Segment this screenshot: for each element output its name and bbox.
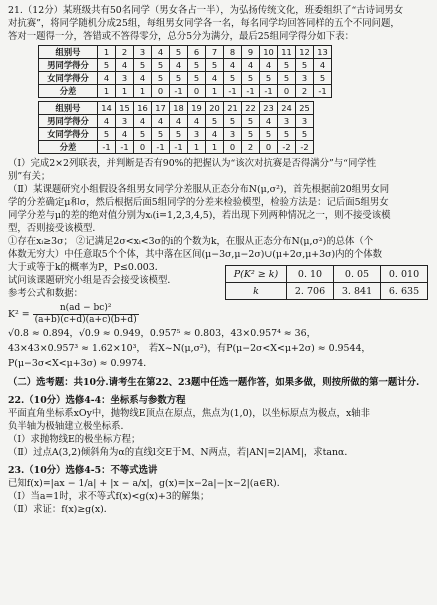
crit-cell: 3. 841 [334,283,381,300]
data-line1: √0.8 ≈ 0.894，√0.9 ≈ 0.949，0.957⁵ ≈ 0.803，43×0.957⁴ ≈ 36， [8,328,316,339]
score-cell: 4 [206,72,224,85]
q22-title: 22.（10分）选修4-4：坐标系与参数方程 [8,395,186,406]
score-cell: 16 [134,102,152,115]
score-cell: 18 [170,102,188,115]
score-row-label: 分差 [39,141,98,154]
score-cell: 0 [278,85,296,98]
data-line3: P(μ−3σ<X<μ+3σ) ≈ 0.9974． [8,358,153,369]
score-cell: 1 [98,46,116,59]
score-table-row [39,128,332,141]
k2-denominator: (a+b)(c+d)(a+c)(b+d) [34,315,137,325]
score-cell: -1 [314,85,332,98]
score-cell: -2 [296,141,314,154]
score-cell: 5 [296,59,314,72]
score-cell: 4 [152,46,170,59]
q21-condition-line1: ①存在xᵢ≥3σ； ②记满足2σ<xᵢ<3σ的i的个数为k，在服从正态分布N(μ,σ²)的总体（个 [8,236,374,247]
score-cell: 17 [152,102,170,115]
crit-label-k: k [226,283,287,300]
data-line2: 43×43×0.957³ ≈ 1.62×10³， 若X~N(μ,σ²)，有P(μ−2σ<X<μ+2σ) ≈ 0.9544， [8,343,371,354]
q23-title: 23.（10分）选修4-5：不等式选讲 [8,465,158,476]
score-cell: 4 [134,72,152,85]
reference-left [8,261,213,326]
score-row-label: 女同学得分 [39,128,98,141]
score-cell: 0 [152,85,170,98]
score-cell: 23 [260,102,278,115]
score-cell: 3 [296,72,314,85]
k2-lhs: K² = [8,309,30,320]
q23-part1: （Ⅰ）当a=1时，求不等式f(x)<g(x)+3的解集； [8,491,210,502]
score-row-label: 组别号 [39,102,98,115]
q21-part1-line2: 别”有关； [8,171,51,182]
q21-intro-line3: 答对一题得一分，答错或不答得零分，总分5分为满分，最后25组同学得分如下表： [8,31,355,42]
reference-label: 参考公式和数据： [8,288,84,299]
score-cell: 4 [170,115,188,128]
score-cell: 0 [188,85,206,98]
score-cell: 10 [260,46,278,59]
score-cell: 7 [206,46,224,59]
score-cell: -1 [224,85,242,98]
score-cell: 19 [188,102,206,115]
score-table-row [39,141,332,154]
crit-label-probability: P(K² ≥ k) [226,266,287,283]
score-cell: 20 [206,102,224,115]
score-cell: 21 [224,102,242,115]
q22-line1: 平面直角坐标系xOy中，抛物线E顶点在原点，焦点为(1,0)，以坐标原点为极点，x轴非 [8,408,371,419]
score-cell: 14 [98,102,116,115]
score-cell: 1 [206,141,224,154]
score-cell: 3 [134,46,152,59]
crit-cell: 0. 10 [287,266,334,283]
score-cell: -1 [170,85,188,98]
score-cell: 5 [152,72,170,85]
score-table-row [39,115,332,128]
crit-cell: 2. 706 [287,283,334,300]
score-cell: 2 [296,85,314,98]
score-cell: 5 [152,59,170,72]
score-cell: 5 [206,59,224,72]
score-cell: 3 [224,128,242,141]
score-cell: 4 [170,59,188,72]
crit-cell: 0. 05 [334,266,381,283]
q21-intro-line1: 21.（12分）某班级共有50名同学（男女各占一半），为弘扬传统文化，班委组织了“古诗词男女 [8,5,404,16]
score-cell: 5 [296,128,314,141]
q21-intro-line2: 对抗赛”，将同学随机分成25组，每组男女同学各一名，每名同学均回答同样的五个不同问题， [8,18,400,29]
q21-part2-line1: （Ⅱ）某课题研究小组假设各组男女同学分差服从正态分布N(μ,σ²)，首先根据前20组男女同 [8,184,390,195]
score-cell: 4 [242,59,260,72]
q22-part1: （Ⅰ）求抛物线E的极坐标方程； [8,434,141,445]
crit-row-k [226,283,428,300]
score-cell: 5 [98,128,116,141]
score-cell: 5 [224,72,242,85]
score-cell: 1 [188,141,206,154]
score-cell: 5 [314,72,332,85]
score-cell: 4 [188,115,206,128]
score-cell: 5 [224,115,242,128]
score-cell: 6 [188,46,206,59]
score-cell: 3 [188,128,206,141]
score-cell: 5 [206,115,224,128]
score-table-row [39,85,332,98]
score-cell: 5 [134,59,152,72]
score-cell: 15 [116,102,134,115]
k2-formula [8,303,213,326]
score-cell: 5 [170,72,188,85]
score-row-label: 组别号 [39,46,98,59]
score-table-row [39,102,332,115]
score-cell: 9 [242,46,260,59]
score-cell: -1 [170,141,188,154]
section2-heading: （二）选考题：共10分.请考生在第22、23题中任选一题作答，如果多做，则按所做的第一题计分. [8,377,420,388]
score-cell: 5 [134,128,152,141]
q21-condition-line3: 大于或等于k的概率为P，P≤0.003． [8,262,165,273]
score-row-label: 女同学得分 [39,72,98,85]
q23-part2: （Ⅱ）求证：f(x)≥g(x)． [8,504,114,515]
score-cell: -1 [98,141,116,154]
score-cell: 4 [224,59,242,72]
score-cell: 5 [278,72,296,85]
crit-cell: 0. 010 [381,266,428,283]
score-table-row [39,59,332,72]
score-cell: 4 [260,115,278,128]
score-cell: 25 [296,102,314,115]
score-cell: 4 [260,59,278,72]
score-cell: 1 [116,85,134,98]
score-cell: 4 [116,128,134,141]
score-cell: 1 [98,85,116,98]
score-cell: -1 [116,141,134,154]
score-cell: 5 [260,128,278,141]
q21-question: 试问该课题研究小组是否会接受该模型． [8,275,177,286]
score-cell: 2 [116,46,134,59]
score-cell: 3 [116,115,134,128]
score-cell: 5 [242,72,260,85]
score-cell: 4 [314,59,332,72]
q21-condition-line2: 体数无穷大）中任意取5个个体，其中落在区间(μ−3σ,μ−2σ)∪(μ+2σ,μ+3σ)内的个体数 [8,249,383,260]
score-cell: 5 [188,59,206,72]
q21-part1-line1: （Ⅰ）完成2×2列联表，并判断是否有90%的把握认为“该次对抗赛是否得满分”与“同学性 [8,158,377,169]
score-table-row [39,72,332,85]
reference-block [8,261,431,326]
score-cell: 3 [296,115,314,128]
score-cell: 2 [242,141,260,154]
score-row-label: 分差 [39,85,98,98]
score-cell: 4 [98,72,116,85]
q22-part2: （Ⅱ）过点A(3,2)倾斜角为α的直线l交E于M、N两点，若|AN|=2|AM|，求tanα． [8,447,354,458]
score-cell: 22 [242,102,260,115]
score-cell: 0 [134,141,152,154]
q23-line1: 已知f(x)=|ax − 1/a| + |x − a/x|，g(x)=|x−2a|−|x−2|(a∈R)． [8,478,287,489]
score-cell: -1 [152,141,170,154]
score-cell: 4 [116,59,134,72]
score-cell: 3 [278,115,296,128]
crit-row-probability [226,266,428,283]
score-cell: -1 [242,85,260,98]
score-cell: 1 [206,85,224,98]
crit-cell: 6. 635 [381,283,428,300]
score-cell: 0 [224,141,242,154]
score-table-row [39,46,332,59]
score-cell: 4 [206,128,224,141]
q22-line2: 负半轴为极轴建立极坐标系． [8,421,130,432]
score-cell: 5 [188,72,206,85]
score-cell: 5 [278,128,296,141]
score-cell: 5 [260,72,278,85]
score-cell: -2 [278,141,296,154]
score-table [38,45,332,154]
q21-part2-line2: 学的分差确定μ和σ，然后根据后面5组同学的分差来检验模型，检验方法是：记后面5组男女 [8,197,389,208]
score-cell: 0 [260,141,278,154]
score-row-label: 男同学得分 [39,115,98,128]
score-cell: 4 [152,115,170,128]
score-cell: 8 [224,46,242,59]
score-cell: 5 [242,128,260,141]
score-cell: 24 [278,102,296,115]
score-cell: 5 [98,59,116,72]
score-cell: 1 [134,85,152,98]
score-cell: 5 [170,46,188,59]
k2-fraction [33,303,139,326]
score-cell: 4 [98,115,116,128]
k2-numerator: n(ad − bc)² [33,303,139,315]
score-cell: 5 [170,128,188,141]
q21-part2-line3: 同学分差与μ的差的绝对值分别为xᵢ(i=1,2,3,4,5)，若出现下列两种情况之一，则不接受该模 [8,210,391,221]
score-cell: 4 [134,115,152,128]
q21-part2-line4: 型，否则接受该模型． [8,223,102,234]
score-cell: 12 [296,46,314,59]
score-cell: 13 [314,46,332,59]
critical-value-table [225,265,428,300]
score-cell: 3 [116,72,134,85]
score-cell: 5 [242,115,260,128]
score-cell: 5 [278,59,296,72]
score-row-label: 男同学得分 [39,59,98,72]
score-cell: 11 [278,46,296,59]
score-cell: -1 [260,85,278,98]
score-cell: 5 [152,128,170,141]
